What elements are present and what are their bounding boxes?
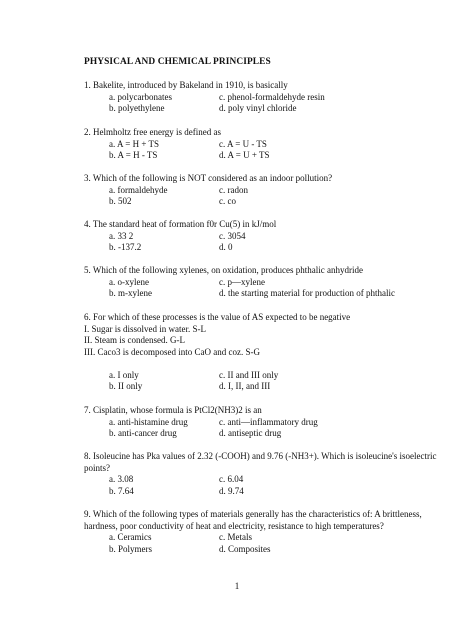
option-b: b. 7.64: [109, 485, 134, 496]
option-c: c. phenol-formaldehyde resin: [219, 91, 325, 102]
question-stem-cont: hardness, poor conductivity of heat and electricity, resistance to high temperatures?: [84, 520, 384, 531]
page-title: PHYSICAL AND CHEMICAL PRINCIPLES: [84, 57, 271, 67]
option-c: c. II and III only: [219, 369, 279, 380]
option-c: c. 3054: [219, 230, 246, 241]
statement-iii: III. Caco3 is decomposed into CaO and coz. S-G: [84, 346, 260, 357]
question-stem: 1. Bakelite, introduced by Bakeland in 1910, is basically: [84, 80, 288, 90]
question-2: [84, 127, 414, 162]
question-stem: 9. Which of the following types of materials generally has the characteristics of: A brittleness,: [84, 509, 422, 519]
option-a: a. I only: [109, 369, 139, 380]
question-stem-cont: points?: [84, 462, 110, 473]
option-d: d. I, II, and III: [219, 381, 271, 391]
option-a: a. anti-histamine drug: [109, 416, 188, 427]
question-4: [84, 219, 414, 254]
question-8: [84, 451, 437, 497]
page-number: 1: [234, 581, 240, 591]
option-c: c. radon: [219, 184, 248, 195]
statement-i: I. Sugar is dissolved in water. S-L: [84, 323, 206, 334]
option-a: a. A = H + TS: [109, 138, 159, 149]
question-stem: 6. For which of these processes is the value of AS expected to be negative: [84, 312, 351, 322]
option-d: d. 9.74: [219, 485, 244, 496]
option-b: b. 502: [109, 196, 132, 206]
option-d: d. A = U + TS: [219, 150, 270, 160]
option-a: a. 33 2: [109, 230, 134, 241]
option-d: c. co: [219, 196, 236, 206]
option-b: b. A = H - TS: [109, 150, 158, 160]
question-stem: 2. Helmholtz free energy is defined as: [84, 127, 222, 137]
option-c: c. anti—inflammatory drug: [219, 416, 318, 427]
option-a: a. 3.08: [109, 474, 134, 484]
option-a: a. formaldehyde: [109, 184, 168, 195]
question-stem: 3. Which of the following is NOT considered as an indoor pollution?: [84, 173, 333, 183]
question-7: [84, 405, 414, 440]
option-c: c. Metals: [219, 532, 252, 542]
question-1: [84, 80, 414, 115]
option-a: a. polycarbonates: [109, 91, 172, 102]
option-c: c. 6.04: [219, 474, 244, 484]
question-5: [84, 265, 414, 300]
option-b: b. -137.2: [109, 242, 142, 252]
option-c: c. p—xylene: [219, 276, 265, 287]
option-b: b. II only: [109, 381, 143, 391]
option-b: b. Polymers: [109, 543, 153, 554]
question-6: [84, 312, 414, 393]
option-a: a. o-xylene: [109, 276, 149, 287]
question-stem: 5. Which of the following xylenes, on oxidation, produces phthalic anhydride: [84, 265, 364, 275]
option-d: d. poly vinyl chloride: [219, 103, 297, 113]
option-d: d. antiseptic drug: [219, 428, 282, 438]
option-b: b. polyethylene: [109, 103, 165, 113]
question-stem: 7. Cisplatin, whose formula is PtCl2(NH3)2 is an: [84, 405, 262, 415]
option-c: c. A = U - TS: [219, 138, 267, 149]
question-3: [84, 173, 414, 208]
option-d: d. Composites: [219, 543, 271, 554]
statement-ii: II. Steam is condensed. G-L: [84, 335, 185, 345]
option-a: a. Ceramics: [109, 532, 152, 542]
option-d: d. 0: [219, 242, 233, 252]
question-stem: 4. The standard heat of formation f0r Cu(5) in kJ/mol: [84, 219, 277, 229]
question-stem: 8. Isoleucine has Pka values of 2.32 (-COOH) and 9.76 (-NH3+). Which is isoleucine's isoelectric: [84, 451, 437, 461]
question-9: [84, 509, 422, 555]
option-b: b. m-xylene: [109, 288, 152, 298]
option-d: d. the starting material for production of phthalic: [219, 288, 395, 298]
option-b: b. anti-cancer drug: [109, 428, 177, 438]
